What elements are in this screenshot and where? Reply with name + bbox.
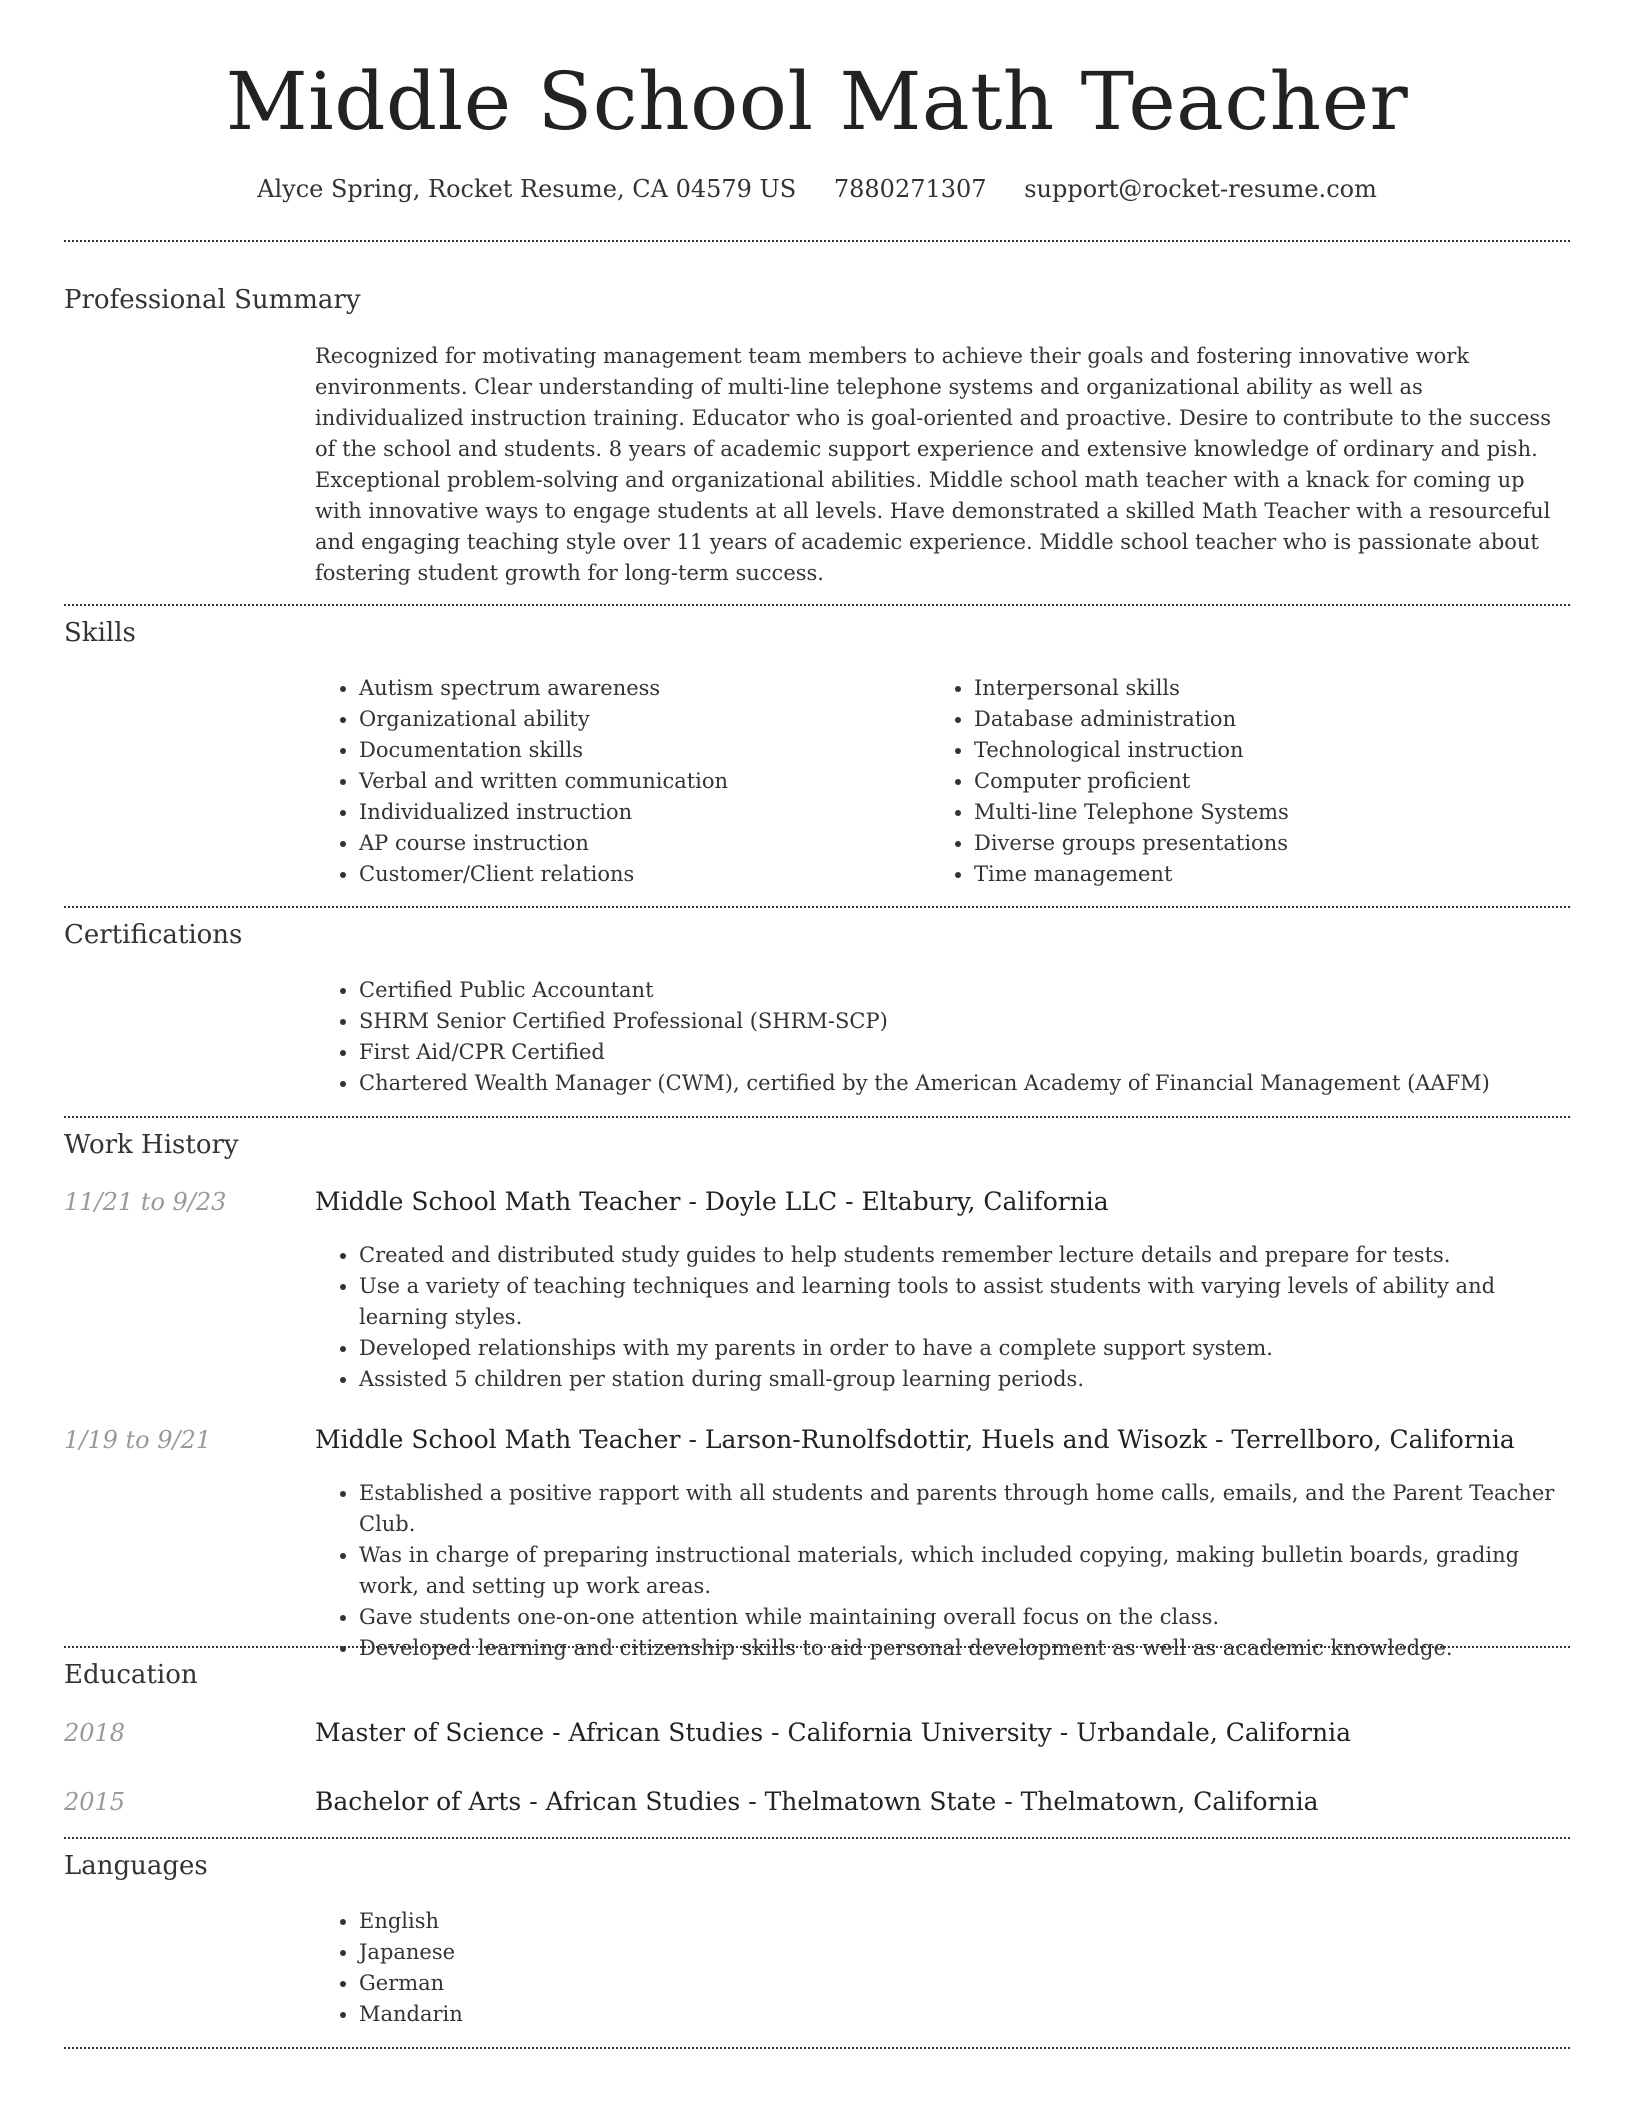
skill-item: • Autism spectrum awareness: [359, 673, 915, 704]
job-bullet: • Created and distributed study guides to help students remember lecture details and prepare for tests.: [359, 1240, 1565, 1271]
job-employer: - Doyle LLC - Eltabury, California: [680, 1187, 1109, 1216]
section-divider: [64, 1837, 1570, 1839]
job-bullet: • Developed learning and citizenship skills to aid personal development as well as academic knowledge.: [359, 1633, 1565, 1664]
job-heading: [315, 1185, 1109, 1219]
skill-item: • Verbal and written communication: [359, 766, 915, 797]
skills-list-left: [315, 673, 915, 890]
job-dates: 11/21 to 9/23: [64, 1188, 227, 1216]
skills-list-right: [930, 673, 1530, 890]
language-item: • Mandarin: [359, 1999, 1565, 2030]
education-year: 2015: [64, 1788, 126, 1816]
skill-item: • Multi-line Telephone Systems: [974, 797, 1530, 828]
job-bullet: • Developed relationships with my parents in order to have a complete support system.: [359, 1333, 1565, 1364]
resume-title: Middle School Math Teacher: [225, 55, 1409, 148]
skill-item: • Organizational ability: [359, 704, 915, 735]
section-divider: [64, 1646, 1570, 1648]
education-school: - Thelmatown State - Thelmatown, California: [740, 1787, 1319, 1816]
skill-item: • Individualized instruction: [359, 797, 915, 828]
job-title: Middle School Math Teacher: [315, 1425, 681, 1454]
education-degree: Master of Science - African Studies: [315, 1718, 764, 1747]
section-divider: [64, 906, 1570, 908]
education-heading: Education: [64, 1660, 198, 1690]
education-degree: Bachelor of Arts - African Studies: [315, 1787, 741, 1816]
education-school: - California University - Urbandale, California: [763, 1718, 1351, 1747]
certifications-list: [315, 975, 1565, 1099]
certification-item: • Certified Public Accountant: [359, 975, 1565, 1006]
language-item: • Japanese: [359, 1937, 1565, 1968]
skill-item: • Technological instruction: [974, 735, 1530, 766]
contact-phone: 7880271307: [833, 175, 987, 203]
skill-item: • Documentation skills: [359, 735, 915, 766]
language-item: • English: [359, 1906, 1565, 1937]
certifications-heading: Certifications: [64, 920, 243, 950]
job-bullet: • Was in charge of preparing instructional materials, which included copying, making bulletin boards, grading work, and setting up work areas.: [359, 1540, 1565, 1602]
job-bullet: • Established a positive rapport with all students and parents through home calls, emails, and the Parent Teacher Club.: [359, 1478, 1565, 1540]
job-bullet: • Assisted 5 children per station during small-group learning periods.: [359, 1364, 1565, 1395]
job-bullet: • Gave students one-on-one attention while maintaining overall focus on the class.: [359, 1602, 1565, 1633]
contact-line: [64, 172, 1570, 206]
section-divider: [64, 1116, 1570, 1118]
education-entry: [315, 1785, 1319, 1819]
job-bullet: • Use a variety of teaching techniques and learning tools to assist students with varying levels of ability and learning styles.: [359, 1271, 1565, 1333]
job-heading: [315, 1423, 1515, 1457]
skill-item: • Interpersonal skills: [974, 673, 1530, 704]
languages-list: [315, 1906, 1565, 2030]
summary-text: Recognized for motivating management team members to achieve their goals and fostering innovative work environments. Clear understanding of multi-line telephone systems and organizational ability as well as individualized instruction training. Educator who is goal-oriented and proactive. Desire to contribute to the success of the school and students. 8 years of academic support experience and extensive knowledge of ordinary and pish. Exceptional problem-solving and organizational abilities. Middle school math teacher with a knack for coming up with innovative ways to engage students at all levels. Have demonstrated a skilled Math Teacher with a resourceful and engaging teaching style over 11 years of academic experience. Middle school teacher who is passionate about fostering student growth for long-term success.: [315, 344, 1551, 585]
skill-item: • AP course instruction: [359, 828, 915, 859]
certification-item: • Chartered Wealth Manager (CWM), certified by the American Academy of Financial Management (AAFM): [359, 1068, 1565, 1099]
contact-address: Alyce Spring, Rocket Resume, CA 04579 US: [257, 175, 797, 203]
job-bullets: [315, 1240, 1565, 1395]
education-entry: [315, 1716, 1351, 1750]
job-title: Middle School Math Teacher: [315, 1187, 681, 1216]
skill-item: • Diverse groups presentations: [974, 828, 1530, 859]
contact-email: support@rocket-resume.com: [1024, 175, 1377, 203]
summary-heading: Professional Summary: [64, 285, 361, 315]
section-divider: [64, 240, 1570, 242]
certification-item: • SHRM Senior Certified Professional (SHRM-SCP): [359, 1006, 1565, 1037]
job-bullets: [315, 1478, 1565, 1664]
job-employer: - Larson-Runolfsdottir, Huels and Wisozk - Terrellboro, California: [680, 1425, 1515, 1454]
skill-item: • Time management: [974, 859, 1530, 890]
job-dates: 1/19 to 9/21: [64, 1426, 212, 1454]
skill-item: • Database administration: [974, 704, 1530, 735]
section-divider: [64, 2047, 1570, 2049]
education-year: 2018: [64, 1719, 126, 1747]
section-divider: [64, 604, 1570, 606]
certification-item: • First Aid/CPR Certified: [359, 1037, 1565, 1068]
languages-heading: Languages: [64, 1851, 208, 1881]
skill-item: • Computer proficient: [974, 766, 1530, 797]
work-history-heading: Work History: [64, 1130, 239, 1160]
skills-heading: Skills: [64, 618, 136, 648]
language-item: • German: [359, 1968, 1565, 1999]
skill-item: • Customer/Client relations: [359, 859, 915, 890]
